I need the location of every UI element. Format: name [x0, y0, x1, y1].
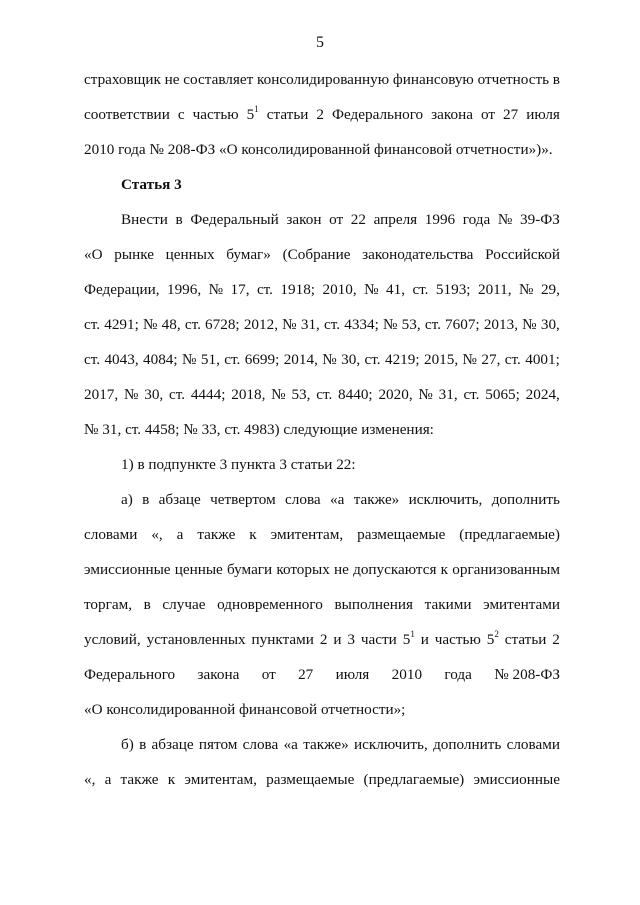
word: дополнить [433, 736, 502, 753]
text-line [84, 384, 560, 406]
word: № [364, 281, 379, 298]
word: с [177, 106, 185, 123]
word: от [261, 666, 276, 683]
word: к [440, 561, 449, 578]
word: исключить, [408, 491, 483, 508]
word: 2024, [525, 386, 560, 403]
word: № [182, 351, 197, 368]
word: закон [286, 211, 322, 228]
text-line [84, 769, 560, 791]
word: закона [197, 666, 240, 683]
text-line [84, 559, 560, 581]
word: № [497, 211, 513, 228]
word: июля [526, 106, 560, 123]
word: законодательства [362, 246, 474, 263]
word: случае [162, 596, 206, 613]
word: 4219; [384, 351, 420, 368]
word: ст. [184, 316, 201, 333]
word: 1996 [424, 211, 456, 228]
word: 2020, [378, 386, 413, 403]
text-line [84, 524, 560, 546]
word: словами [84, 526, 138, 543]
word: № [418, 386, 433, 403]
word: № [462, 351, 478, 368]
word: слова [285, 491, 321, 508]
word: (предлагаемые) [363, 771, 465, 788]
article-heading: Статья 3 [121, 176, 182, 193]
word: 8440; [338, 386, 373, 403]
word: № [271, 386, 286, 403]
word: № [208, 281, 224, 298]
word: составляет [183, 71, 254, 88]
word: 39-ФЗ [520, 211, 560, 228]
text-line [84, 349, 560, 371]
word: также [120, 771, 159, 788]
word: пятом [198, 736, 238, 753]
text-line [121, 734, 560, 756]
word: 30, [341, 351, 361, 368]
word: бумаг» [226, 246, 271, 263]
word: также» [303, 736, 349, 753]
word: 2 [319, 631, 328, 648]
word: пунктами [251, 631, 314, 648]
text-line: «О консолидированной финансовой отчетности»; [84, 701, 406, 718]
word: к [249, 526, 257, 543]
word: ст. [224, 351, 241, 368]
word: ст. [463, 386, 480, 403]
word: эмитентам, [184, 771, 257, 788]
word: 3 [347, 631, 355, 648]
word: также» [353, 491, 400, 508]
page-number: 5 [316, 34, 324, 51]
word: организованным [452, 561, 560, 578]
word: 4444; [190, 386, 226, 403]
word: статьи [504, 631, 547, 648]
word: 1918; [280, 281, 316, 298]
word: ст. [412, 281, 429, 298]
word: «, [151, 526, 163, 543]
word: 2011, [477, 281, 512, 298]
word: а [104, 771, 112, 788]
word: Федерации, [84, 281, 160, 298]
word: выполнения [334, 596, 414, 613]
text-line [84, 244, 560, 266]
text-line [84, 104, 560, 126]
word: отчетность [477, 71, 550, 88]
word: № [322, 351, 337, 368]
word: словами [506, 736, 560, 753]
word: также [197, 526, 236, 543]
word: не [164, 71, 180, 88]
word: апреля [373, 211, 418, 228]
word: «О [84, 246, 103, 263]
text-line: № 31, ст. 4458; № 33, ст. 4983) следующие изменения: [84, 421, 434, 438]
word: размещаемые [266, 771, 355, 788]
word: в [142, 491, 150, 508]
word: 5065; [485, 386, 520, 403]
word: 4334; [344, 316, 379, 333]
list-item-heading: 1) в подпункте 3 пункта 3 статьи 22: [121, 456, 356, 473]
word: от [329, 211, 344, 228]
word: части [360, 631, 397, 648]
word: 2 [552, 631, 560, 648]
superscript-number: $5^1$ [402, 629, 415, 648]
word: Внести [121, 211, 168, 228]
word: года [462, 211, 491, 228]
word: страховщик [84, 71, 161, 88]
word: 53, [291, 386, 311, 403]
word: № [522, 316, 537, 333]
word: такими [424, 596, 472, 613]
word: Российской [485, 246, 560, 263]
word: ст. [84, 316, 101, 333]
word: соответствии [84, 106, 170, 123]
word: 2017, [84, 386, 119, 403]
word: ценных [165, 246, 215, 263]
word: в [175, 211, 183, 228]
word: 2 [316, 106, 324, 123]
word: 4291; [104, 316, 139, 333]
word: № [282, 316, 297, 333]
word: дополнить [491, 491, 560, 508]
text-line [84, 314, 560, 336]
word: «а [283, 736, 298, 753]
word: частью [192, 106, 239, 123]
word: 5193; [435, 281, 471, 298]
word: условий, [84, 631, 141, 648]
word: от [481, 106, 496, 123]
word: 6728; [205, 316, 240, 333]
word: не [334, 561, 349, 578]
word: ст. [424, 316, 441, 333]
word: 4084; [143, 351, 178, 368]
word: 2015, [423, 351, 459, 368]
text-line [84, 594, 560, 616]
word: 2010, [322, 281, 357, 298]
word: 6699; [244, 351, 280, 368]
word: финансовую [392, 71, 474, 88]
word: 7607; [445, 316, 480, 333]
text-line [121, 489, 560, 511]
word: установленных [146, 631, 246, 648]
word: 30, [144, 386, 164, 403]
word: б) [121, 736, 134, 753]
word: слова [242, 736, 279, 753]
word: 41, [386, 281, 405, 298]
word: и [420, 631, 429, 648]
word: и [333, 631, 342, 648]
word: 51, [200, 351, 220, 368]
word: Федерального [84, 666, 176, 683]
word: четвертом [210, 491, 276, 508]
word: (Собрание [282, 246, 351, 263]
word: допускаются [353, 561, 437, 578]
word: ст. [169, 386, 186, 403]
text-line [84, 279, 560, 301]
word: статьи [266, 106, 309, 123]
word: которых [276, 561, 330, 578]
word: частью [434, 631, 481, 648]
word: «а [330, 491, 345, 508]
word: абзаце [151, 736, 194, 753]
word: № [123, 386, 139, 403]
word: эмитентам, [270, 526, 344, 543]
word: июля [335, 666, 370, 683]
word: 17, [230, 281, 250, 298]
word: ст. [84, 351, 101, 368]
superscript-number: $5^2$ [486, 629, 499, 648]
text-line [121, 209, 560, 231]
word: 27 [298, 666, 314, 683]
word: одновременного [217, 596, 323, 613]
word: 27, [481, 351, 501, 368]
word: 2012, [243, 316, 278, 333]
word: в [143, 596, 151, 613]
word: в [139, 736, 147, 753]
superscript-number: $5^1$ [246, 104, 259, 123]
word: эмиссионные [473, 771, 560, 788]
word: ст. [256, 281, 273, 298]
word: 53, [401, 316, 421, 333]
word: Федеральный [190, 211, 279, 228]
word: к [167, 771, 176, 788]
word: 29, [540, 281, 560, 298]
word: 2013, [483, 316, 518, 333]
word: в [552, 71, 560, 88]
word: 4043, [104, 351, 139, 368]
word: абзаце [158, 491, 201, 508]
word: (предлагаемые) [459, 526, 560, 543]
word: № 208-ФЗ [494, 666, 560, 683]
word: исключить, [354, 736, 428, 753]
word: Федерального [332, 106, 424, 123]
word: года [444, 666, 472, 683]
word: а [176, 526, 184, 543]
word: № [143, 316, 158, 333]
word: 2010 [391, 666, 423, 683]
word: ст. [504, 351, 521, 368]
word: 31, [438, 386, 458, 403]
word: 4001; [525, 351, 560, 368]
text-line [84, 69, 560, 91]
word: эмиссионные [84, 561, 171, 578]
word: № [383, 316, 398, 333]
word: ст. [324, 316, 341, 333]
word: 30, [540, 316, 560, 333]
text-line: 2010 года № 208-ФЗ «О консолидированной финансовой отчетности»)». [84, 141, 553, 158]
word: 27 [503, 106, 519, 123]
word: эмитентами [483, 596, 560, 613]
text-line [84, 629, 560, 651]
word: закона [431, 106, 473, 123]
word: 1996, [166, 281, 202, 298]
word: а) [121, 491, 133, 508]
word: 22 [350, 211, 366, 228]
word: ст. [364, 351, 381, 368]
word: 31, [300, 316, 320, 333]
word: ценные [174, 561, 223, 578]
text-line [84, 664, 560, 686]
word: размещаемые [357, 526, 446, 543]
word: рынке [114, 246, 154, 263]
word: 2018, [231, 386, 266, 403]
word: бумаги [227, 561, 273, 578]
word: 48, [161, 316, 181, 333]
word: «, [84, 771, 96, 788]
word: ст. [316, 386, 333, 403]
word: № [519, 281, 534, 298]
word: торгам, [84, 596, 133, 613]
word: 2014, [283, 351, 318, 368]
word: консолидированную [257, 71, 390, 88]
